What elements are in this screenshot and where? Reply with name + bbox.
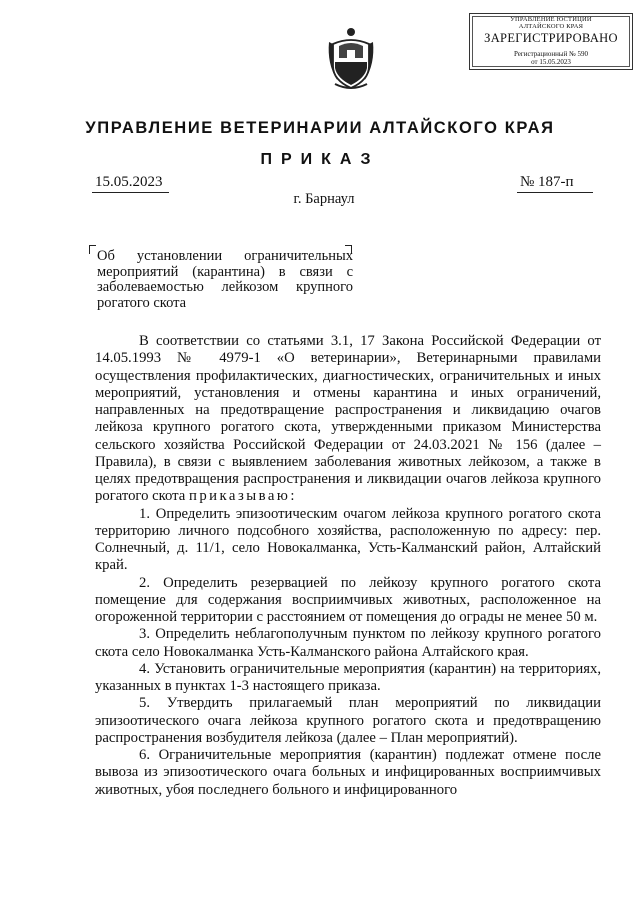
subject-bracket-left bbox=[89, 245, 96, 254]
stamp-line-1: УПРАВЛЕНИЕ ЮСТИЦИИ bbox=[510, 16, 592, 23]
stamp-title: ЗАРЕГИСТРИРОВАНО bbox=[484, 31, 618, 45]
registration-stamp bbox=[469, 13, 633, 70]
stamp-line-2: АЛТАЙСКОГО КРАЯ bbox=[518, 23, 584, 30]
stamp-authority bbox=[470, 16, 632, 30]
stamp-registration bbox=[470, 50, 632, 66]
order-item: 1. Определить эпизоотическим очагом лейкоза крупного рогатого скота территорию личного подсобного хозяйства, расположенную по адресу: пер. Солнечный, д. 11/1, село Новокалманка, Усть-Калманский район, Алтайский край. bbox=[95, 505, 601, 574]
stamp-reg-number: Регистрационный № 590 bbox=[514, 50, 588, 58]
document-date: 15.05.2023 bbox=[95, 174, 163, 190]
order-item: 4. Установить ограничительные мероприятия (карантин) на территориях, указанных в пунктах 1-3 настоящего приказа. bbox=[95, 660, 601, 694]
organization-title: УПРАВЛЕНИЕ ВЕТЕРИНАРИИ АЛТАЙСКОГО КРАЯ bbox=[85, 119, 555, 137]
document-subject: Об установлении ограничительных мероприятий (карантина) в связи с заболеваемостью лейкозом крупного рогатого скота bbox=[97, 248, 353, 311]
document-type: ПРИКАЗ bbox=[260, 151, 380, 168]
document-body bbox=[95, 333, 601, 799]
order-item: 6. Ограничительные мероприятия (карантин) подлежат отмене после вывоза из эпизоотического очага больных и инфицированных восприимчивых животных, убоя последнего больного и инфицированного bbox=[95, 747, 601, 798]
coat-of-arms-icon bbox=[325, 24, 377, 92]
document-place: г. Барнаул bbox=[293, 191, 355, 207]
intro-paragraph bbox=[95, 333, 601, 506]
intro-text: В соответствии со статьями 3.1, 17 Закона Российской Федерации от 14.05.1993 № 4979-1 «О ветеринарии», Ветеринарными правилами осуществления профилактических, диагностических, ограничительных и иных мероприятий, установления и отмены карантина и иных ограничений, направленных на предотвращение распространения и ликвидацию очагов лейкоза крупного рогатого скота, утвержденными приказом Министерства сельского хозяйства Российской Федерации от 24.03.2021 № 156 (далее – Правила), в связи с выявлением заболевания животных лейкозом, а также в целях предотвращения распространения и ликвидации очагов лейкоза крупного рогатого скота bbox=[95, 333, 601, 505]
order-item: 5. Утвердить прилагаемый план мероприятий по ликвидации эпизоотического очага лейкоза крупного рогатого скота и предотвращению распространения возбудителя лейкоза (далее – План мероприятий). bbox=[95, 695, 601, 746]
document-number: № 187-п bbox=[520, 174, 574, 190]
stamp-reg-date: от 15.05.2023 bbox=[531, 58, 571, 66]
order-word: приказываю: bbox=[188, 488, 297, 505]
order-item: 3. Определить неблагополучным пунктом по лейкозу крупного рогатого скота село Новокалманка Усть-Калманского района Алтайского края. bbox=[95, 626, 601, 660]
order-item: 2. Определить резервацией по лейкозу крупного рогатого скота помещение для содержания восприимчивых животных, расположенное на огороженной территории с расстоянием от помещения до ограды не менее 50 м. bbox=[95, 574, 601, 625]
